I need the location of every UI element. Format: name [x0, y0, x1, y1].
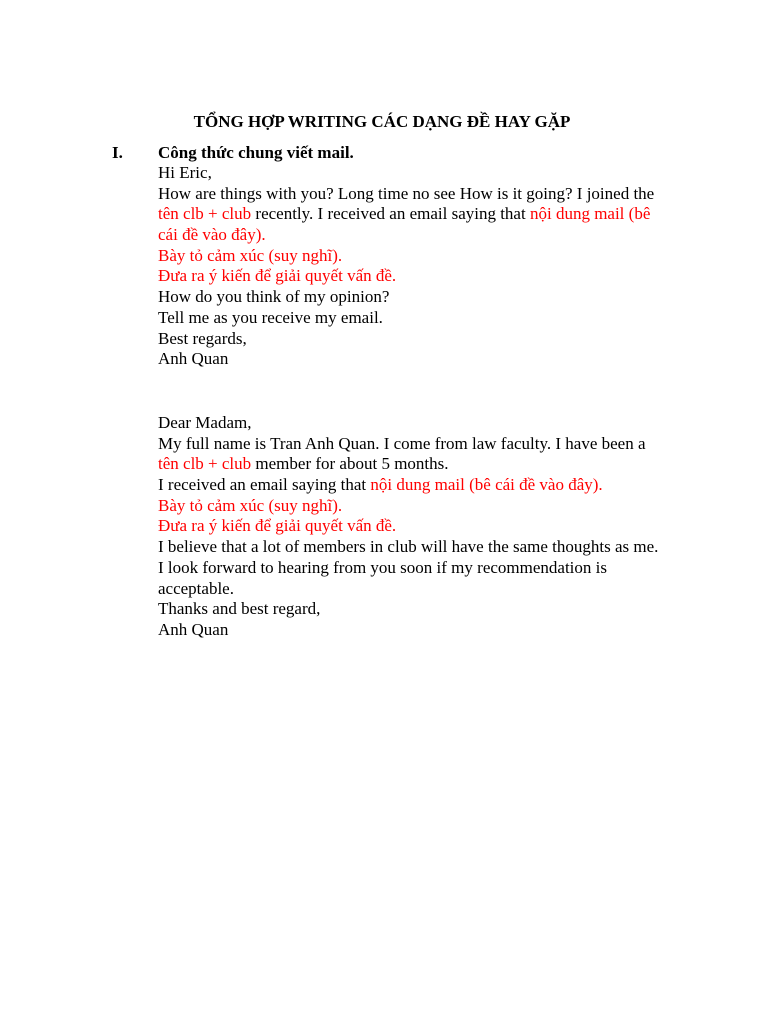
letter-closing: Thanks and best regard, — [158, 599, 321, 619]
placeholder-opinion: Đưa ra ý kiến để giải quyết vấn đề. — [158, 516, 397, 536]
section-title: Công thức chung viết mail. — [158, 143, 354, 162]
letter-closing: Best regards, — [158, 328, 247, 348]
section-number: I. — [112, 143, 123, 162]
section-heading — [112, 142, 354, 164]
letter-greeting: Hi Eric, — [158, 163, 212, 182]
placeholder-mail-content: nội dung mail (bê — [529, 204, 651, 224]
letter-text: member for about 5 months. — [251, 454, 449, 474]
letter-line — [158, 204, 698, 225]
placeholder-feeling: Bày tỏ cảm xúc (suy nghĩ). — [158, 495, 343, 515]
letter-line — [158, 475, 698, 496]
placeholder-mail-content: nội dung mail (bê cái đề vào đây). — [370, 475, 603, 495]
letter-text: recently. I received an email saying that — [251, 204, 530, 224]
letter-line — [158, 454, 698, 475]
letter-line: How are things with you? Long time no see How is it going? I joined the — [158, 183, 655, 203]
letter-line: My full name is Tran Anh Quan. I come from law faculty. I have been a — [158, 433, 646, 453]
letter-signature: Anh Quan — [158, 349, 229, 369]
placeholder-club-name: tên clb + club — [158, 454, 252, 474]
letter-line: Tell me as you receive my email. — [158, 307, 383, 327]
placeholder-mail-content-cont: cái đề vào đây). — [158, 225, 266, 245]
letter-line: acceptable. — [158, 578, 234, 598]
letter-informal — [158, 163, 698, 370]
letter-formal — [158, 413, 698, 641]
letter-signature: Anh Quan — [158, 619, 229, 639]
placeholder-opinion: Đưa ra ý kiến để giải quyết vấn đề. — [158, 266, 397, 286]
letter-line: I look forward to hearing from you soon if my recommendation is — [158, 557, 607, 577]
letter-line: I believe that a lot of members in club will have the same thoughts as me. — [158, 537, 659, 557]
letter-greeting: Dear Madam, — [158, 413, 252, 432]
letter-text: I received an email saying that — [158, 475, 371, 495]
document-title: TỔNG HỢP WRITING CÁC DẠNG ĐỀ HAY GẶP — [193, 112, 571, 131]
letter-line: How do you think of my opinion? — [158, 287, 390, 307]
placeholder-club-name: tên clb + club — [158, 204, 252, 224]
placeholder-feeling: Bày tỏ cảm xúc (suy nghĩ). — [158, 245, 343, 265]
